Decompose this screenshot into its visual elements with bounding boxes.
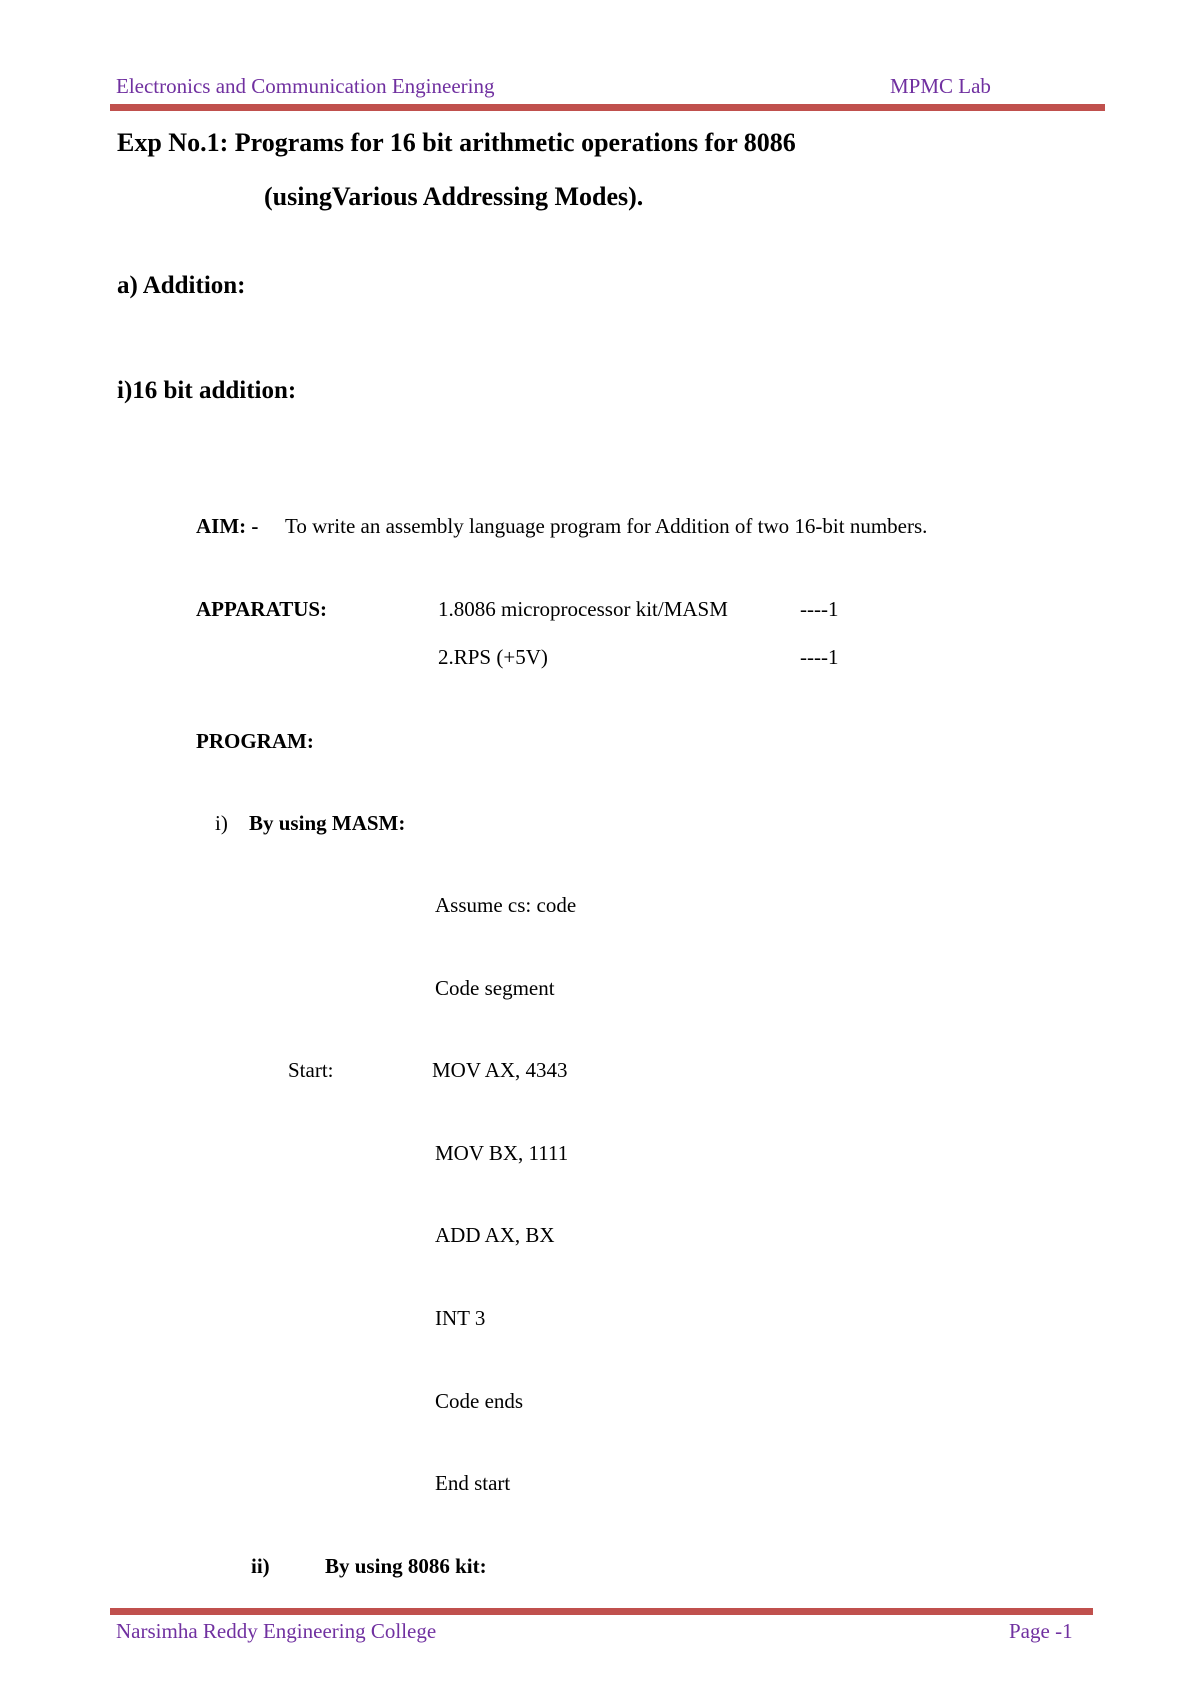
apparatus-item-name: 2.RPS (+5V) bbox=[438, 645, 548, 669]
experiment-subtitle: (usingVarious Addressing Modes). bbox=[264, 182, 644, 211]
header-lab-name: MPMC Lab bbox=[890, 74, 991, 98]
apparatus-item-name: 1.8086 microprocessor kit/MASM bbox=[438, 597, 728, 621]
code-line: Assume cs: code bbox=[435, 893, 577, 917]
header-department: Electronics and Communication Engineering bbox=[116, 74, 495, 98]
method-ii-label: By using 8086 kit: bbox=[325, 1554, 487, 1578]
aim-label: AIM: - bbox=[196, 514, 259, 538]
code-line: MOV BX, 1111 bbox=[435, 1141, 569, 1165]
code-line: ADD AX, BX bbox=[435, 1223, 555, 1247]
apparatus-item-qty: ----1 bbox=[800, 597, 839, 621]
aim-text: To write an assembly language program for Addition of two 16-bit numbers. bbox=[285, 514, 928, 538]
program-label: PROGRAM: bbox=[196, 729, 314, 753]
code-line: Code segment bbox=[435, 976, 555, 1000]
method-i-number: i) bbox=[215, 811, 228, 835]
experiment-title: Exp No.1: Programs for 16 bit arithmetic operations for 8086 bbox=[117, 128, 796, 157]
footer-rule bbox=[110, 1608, 1093, 1615]
header-rule bbox=[110, 104, 1105, 111]
method-ii-number: ii) bbox=[251, 1554, 270, 1578]
apparatus-item-qty: ----1 bbox=[800, 645, 839, 669]
code-start-label: Start: bbox=[288, 1058, 334, 1082]
code-line: Code ends bbox=[435, 1389, 524, 1413]
section-heading-addition: a) Addition: bbox=[117, 272, 246, 299]
apparatus-label: APPARATUS: bbox=[196, 597, 328, 621]
footer-college: Narsimha Reddy Engineering College bbox=[116, 1619, 437, 1643]
code-line: MOV AX, 4343 bbox=[432, 1058, 568, 1082]
code-line: INT 3 bbox=[435, 1306, 486, 1330]
method-i-label: By using MASM: bbox=[249, 811, 406, 835]
subsection-heading-16bit: i)16 bit addition: bbox=[117, 377, 297, 404]
code-line: End start bbox=[435, 1471, 511, 1495]
footer-page-number: Page -1 bbox=[1009, 1619, 1073, 1643]
